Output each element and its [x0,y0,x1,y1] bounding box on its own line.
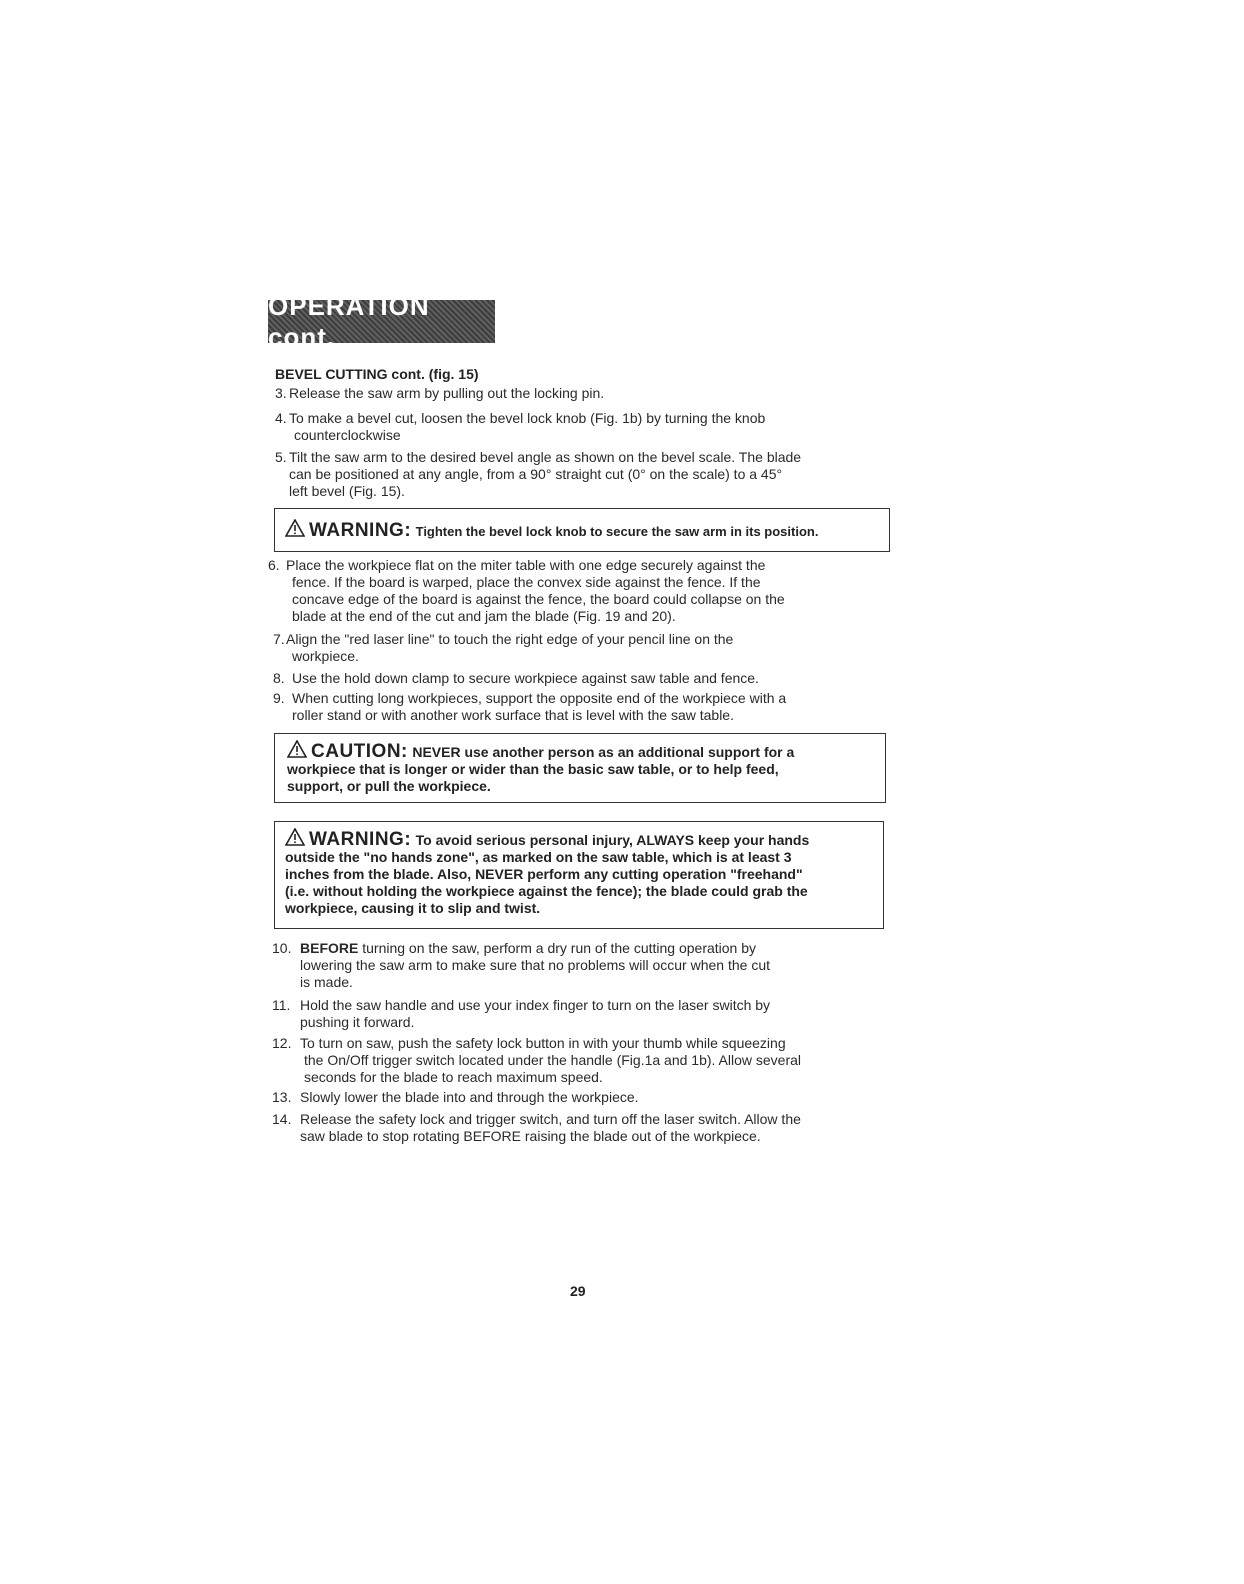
step-line: the On/Off trigger switch located under the handle (Fig.1a and 1b). Allow several [304,1052,802,1068]
step-line: To make a bevel cut, loosen the bevel lock knob (Fig. 1b) by turning the knob [289,410,766,426]
step-line: counterclockwise [294,427,401,443]
step-4 [275,410,895,444]
step-9 [273,690,903,724]
step-8 [273,670,903,687]
step-line: pushing it forward. [300,1014,415,1030]
warning-line: workpiece, causing it to slip and twist. [285,900,541,916]
warning-line: To avoid serious personal injury, ALWAYS keep your hands [415,832,810,848]
step-number: 4. [275,410,287,426]
warning-triangle-icon [285,828,305,846]
warning-line: inches from the blade. Also, NEVER perform any cutting operation "freehand" [285,866,803,882]
warning-box-bevel-lock [274,508,890,552]
step-number: 5. [275,449,287,465]
step-number: 3. [275,385,287,401]
step-3 [275,385,895,402]
warning-line: outside the "no hands zone", as marked on the saw table, which is at least 3 [285,849,792,865]
step-line: fence. If the board is warped, place the convex side against the fence. If the [292,574,761,590]
step-line: is made. [300,974,353,990]
step-number: 11. [272,997,291,1013]
step-line: turning on the saw, perform a dry run of the cutting operation by [358,940,757,956]
step-11 [272,997,892,1031]
warning-label: WARNING: [309,829,412,850]
caution-box [274,733,886,803]
step-14 [272,1111,892,1145]
step-number: 8. [273,670,285,686]
step-line: Align the "red laser line" to touch the right edge of your pencil line on the [286,631,734,647]
warning-triangle-icon [287,740,307,758]
step-number: 13. [272,1089,292,1105]
step-line: To turn on saw, push the safety lock button in with your thumb while squeezing [300,1035,786,1051]
step-line: lowering the saw arm to make sure that no problems will occur when the cut [300,957,770,973]
step-line: Place the workpiece flat on the miter table with one edge securely against the [286,557,766,573]
step-line: workpiece. [292,648,359,664]
step-line: Slowly lower the blade into and through the workpiece. [300,1089,639,1105]
step-line: roller stand or with another work surface that is level with the saw table. [292,707,734,723]
caution-line: NEVER use another person as an additional support for a [412,744,795,760]
step-line: Use the hold down clamp to secure workpiece against saw table and fence. [292,670,759,686]
step-6 [268,557,898,625]
step-10 [272,940,892,991]
step-line: blade at the end of the cut and jam the blade (Fig. 19 and 20). [292,608,676,624]
warning-line: (i.e. without holding the workpiece against the fence); the blade could grab the [285,883,808,899]
page-number: 29 [570,1283,586,1299]
step-line: seconds for the blade to reach maximum speed. [304,1069,603,1085]
warning-text: Tighten the bevel lock knob to secure the saw arm in its position. [415,523,819,539]
step-12 [272,1035,892,1086]
warning-box-hands-zone [274,821,884,929]
step-line: Hold the saw handle and use your index finger to turn on the laser switch by [300,997,771,1013]
step-emphasis: BEFORE [300,940,359,956]
step-line: Release the saw arm by pulling out the locking pin. [289,385,605,401]
step-line: can be positioned at any angle, from a 90° straight cut (0° on the scale) to a 45° [289,466,783,482]
subheading: BEVEL CUTTING cont. (fig. 15) [275,366,479,382]
step-line: saw blade to stop rotating BEFORE raising the blade out of the workpiece. [300,1128,761,1144]
step-5 [275,449,895,500]
caution-label: CAUTION: [311,741,408,762]
step-line: When cutting long workpieces, support the opposite end of the workpiece with a [292,690,787,706]
step-number: 14. [272,1111,292,1127]
step-7 [273,631,903,665]
step-number: 7. [273,631,285,647]
step-line: concave edge of the board is against the fence, the board could collapse on the [292,591,785,607]
step-number: 9. [273,690,285,706]
step-13 [272,1089,892,1106]
step-number: 6. [268,557,280,573]
step-number: 12. [272,1035,292,1051]
step-number: 10. [272,940,292,956]
step-line: Tilt the saw arm to the desired bevel angle as shown on the bevel scale. The blade [289,449,802,465]
caution-line: support, or pull the workpiece. [287,778,491,794]
warning-triangle-icon [285,519,305,537]
caution-line: workpiece that is longer or wider than the basic saw table, or to help feed, [287,761,779,777]
step-line: Release the safety lock and trigger switch, and turn off the laser switch. Allow the [300,1111,801,1127]
warning-label: WARNING: [309,519,412,541]
step-line: left bevel (Fig. 15). [289,483,405,499]
section-title-banner: OPERATION cont. [268,300,495,343]
